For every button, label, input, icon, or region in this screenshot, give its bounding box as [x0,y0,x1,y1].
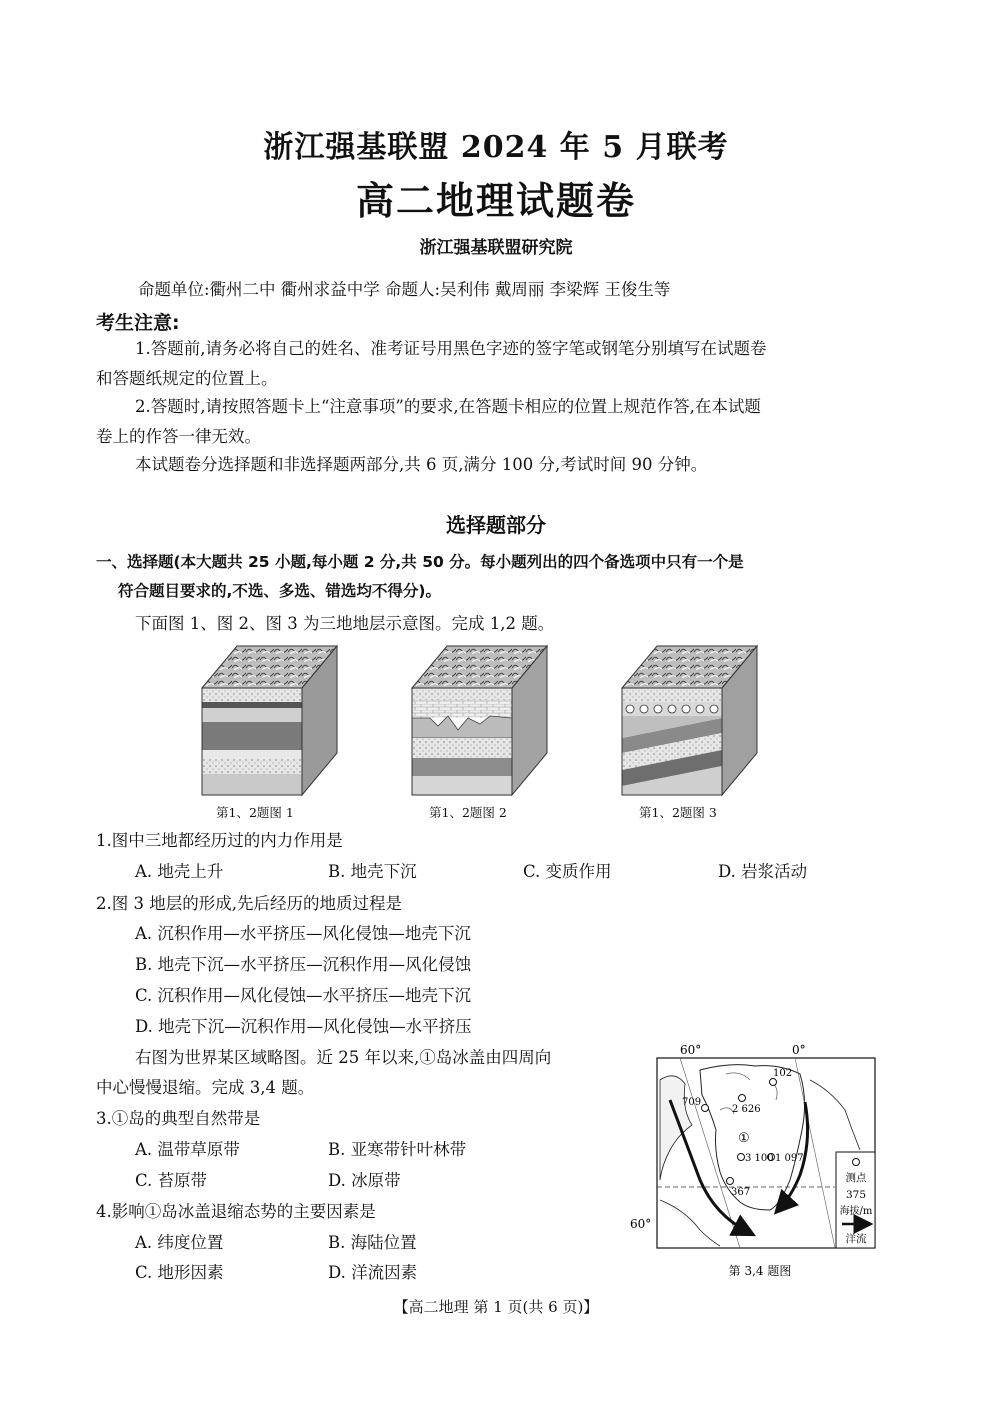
question-2-option-c: C. 沉积作用—风化侵蚀—水平挤压—地壳下沉 [135,986,472,1005]
question-1-stem: 1.图中三地都经历过的内力作用是 [96,831,343,850]
strata-block-1 [202,646,337,795]
notice-item-3: 本试题卷分选择题和非选择题两部分,共 6 页,满分 100 分,考试时间 90 分钟。 [135,455,708,474]
exam-title: 浙江强基联盟 2024 年 5 月联考 [263,130,729,165]
page-footer: 【高二地理 第 1 页(共 6 页)】 [393,1298,599,1316]
question-3-option-b: B. 亚寒带针叶林带 [328,1140,467,1159]
question-1-option-b: B. 地壳下沉 [328,862,417,881]
section-instruction-line-1: 一、选择题(本大题共 25 小题,每小题 2 分,共 50 分。每小题列出的四个备选项中只有一个是 [96,553,744,571]
notice-item-2-line-1: 2.答题时,请按照答题卡上“注意事项”的要求,在答题卡相应的位置上规范作答,在本试题 [135,397,761,416]
figure-2-caption: 第1、2题图 2 [429,805,507,820]
legend-elevation-label: 海拔/m [839,1206,873,1217]
strata-figures [190,638,790,798]
map-caption: 第 3,4 题图 [728,1264,792,1278]
notice-item-2-line-2: 卷上的作答一律无效。 [96,427,261,446]
intro-questions-1-2: 下面图 1、图 2、图 3 为三地地层示意图。完成 1,2 题。 [135,614,555,633]
region-map [630,1040,890,1285]
elevation-3100: 3 100 [745,1153,774,1164]
strata-block-2 [412,646,547,795]
question-2-stem: 2.图 3 地层的形成,先后经历的地质过程是 [96,894,402,913]
question-2-option-b: B. 地壳下沉—水平挤压—沉积作用—风化侵蚀 [135,955,472,974]
question-1-option-a: A. 地壳上升 [135,862,224,881]
figure-3-caption: 第1、2题图 3 [639,805,717,820]
paper-title: 高二地理试题卷 [355,178,636,223]
question-3-option-a: A. 温带草原带 [135,1140,240,1159]
intro-questions-3-4-line-1: 右图为世界某区域略图。近 25 年以来,①岛冰盖由四周向 [135,1048,552,1067]
question-1-option-d: D. 岩浆活动 [718,862,808,881]
elevation-102: 102 [773,1068,793,1079]
elevation-709: 709 [682,1097,702,1108]
legend-current-label: 洋流 [845,1233,867,1245]
notice-item-1-line-1: 1.答题前,请务必将自己的姓名、准考证号用黑色字迹的签字笔或钢笔分别填写在试题卷 [135,339,767,358]
strata-block-3 [622,646,757,795]
notice-heading: 考生注意: [96,312,180,334]
question-3-option-d: D. 冰原带 [328,1171,401,1190]
section-title: 选择题部分 [446,513,546,537]
question-4-option-d: D. 洋流因素 [328,1263,418,1282]
question-2-option-a: A. 沉积作用—水平挤压—风化侵蚀—地壳下沉 [135,924,471,943]
question-4-option-a: A. 纬度位置 [135,1233,224,1252]
elevation-367: 367 [731,1187,751,1198]
figure-1-caption: 第1、2题图 1 [216,805,294,820]
legend-point-label: 测点 [845,1172,867,1184]
notice-item-1-line-2: 和答题纸规定的位置上。 [96,369,278,388]
question-4-stem: 4.影响①岛冰盖退缩态势的主要因素是 [96,1202,376,1221]
section-instruction-line-2: 符合题目要求的,不选、多选、错选均不得分)。 [118,582,441,600]
question-1-option-c: C. 变质作用 [523,862,612,881]
institute-name: 浙江强基联盟研究院 [419,238,573,258]
question-3-stem: 3.①岛的典型自然带是 [96,1109,261,1128]
question-4-option-b: B. 海陆位置 [328,1233,417,1252]
authors-line: 命题单位:衢州二中 衢州求益中学 命题人:吴利伟 戴周丽 李梁辉 王俊生等 [138,280,671,299]
legend-value-label: 375 [845,1189,867,1201]
latitude-label-60: 60° [630,1217,652,1231]
question-4-option-c: C. 地形因素 [135,1263,224,1282]
elevation-2626: 2 626 [732,1104,761,1115]
elevation-1097: 1 097 [775,1153,804,1164]
longitude-label-0: 0° [792,1043,806,1057]
question-2-option-d: D. 地壳下沉—沉积作用—风化侵蚀—水平挤压 [135,1017,472,1036]
question-3-option-c: C. 苔原带 [135,1171,208,1190]
intro-questions-3-4-line-2: 中心慢慢退缩。完成 3,4 题。 [96,1078,315,1097]
longitude-label-60: 60° [680,1043,702,1057]
island-number-label: ① [738,1131,750,1146]
